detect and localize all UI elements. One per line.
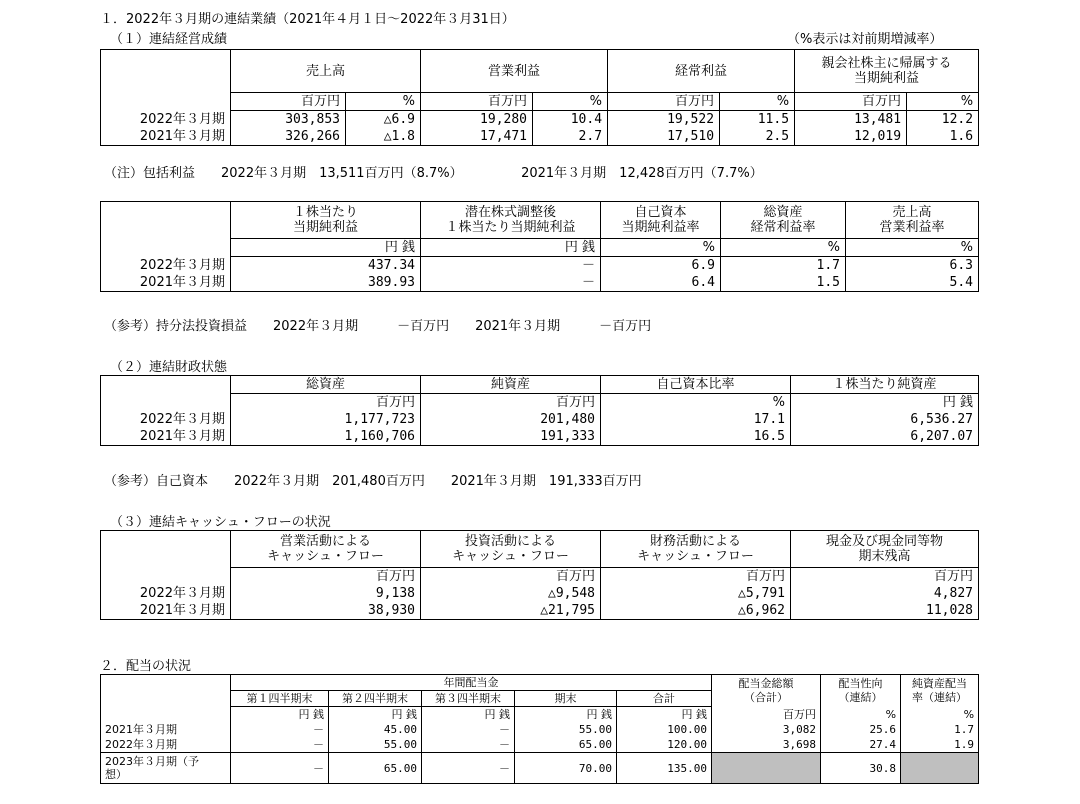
- unit: %: [601, 239, 721, 257]
- col-q1: 第１四半期末: [231, 691, 329, 707]
- table-row: 2021年３月期 326,266 △1.8 17,471 2.7 17,510 2.5 12,019 1.6: [101, 128, 979, 146]
- table-row: 2022年３月期 303,853 △6.9 19,280 10.4 19,522 11.5 13,481 12.2: [101, 111, 979, 129]
- forecast-label: 2023年３月期（予 想）: [101, 753, 231, 784]
- unit: 円 銭: [329, 707, 422, 723]
- percent-note: （%表示は対前期増減率）: [787, 32, 943, 47]
- unit: %: [821, 707, 901, 723]
- col-dividend-to-net-assets: 純資産配当 率（連結）: [901, 675, 979, 707]
- unit: 円 銭: [515, 707, 617, 723]
- unit: 円 銭: [791, 394, 979, 412]
- col-equity-ratio: 自己資本比率: [601, 376, 791, 394]
- unit: %: [346, 93, 421, 111]
- unit: %: [846, 239, 979, 257]
- unit: 円 銭: [231, 239, 421, 257]
- col-cash-balance: 現金及び現金同等物 期末残高: [791, 531, 979, 568]
- table-row: 2022年３月期 1,177,723 201,480 17.1 6,536.27: [101, 411, 979, 428]
- col-q3: 第３四半期末: [422, 691, 515, 707]
- cash-flow-table: [100, 530, 979, 620]
- unit: 百万円: [421, 93, 533, 111]
- col-total-assets: 総資産: [231, 376, 421, 394]
- unit: 百万円: [231, 394, 421, 412]
- col-q2: 第２四半期末: [329, 691, 422, 707]
- col-payout-ratio: 配当性向 （連結）: [821, 675, 901, 707]
- unit: %: [907, 93, 979, 111]
- col-sales: 売上高: [231, 50, 421, 93]
- col-net-income: 親会社株主に帰属する 当期純利益: [795, 50, 979, 93]
- forecast-total-dividend-shaded: [712, 753, 821, 784]
- financial-position-table: [100, 375, 979, 446]
- col-investing-cf: 投資活動による キャッシュ・フロー: [421, 531, 601, 568]
- unit: 百万円: [795, 93, 907, 111]
- table-row: 2021年３月期 － 45.00 － 55.00 100.00 3,082 25.6 1.7: [101, 722, 979, 737]
- unit: 円 銭: [231, 707, 329, 723]
- unit: 百万円: [231, 568, 421, 586]
- col-roe: 自己資本 当期純利益率: [601, 202, 721, 239]
- table-row: 2022年３月期 437.34 － 6.9 1.7 6.3: [101, 257, 979, 275]
- col-net-assets: 純資産: [421, 376, 601, 394]
- section-heading-dividends: ２．配当の状況: [100, 659, 192, 674]
- table-row: 2021年３月期 389.93 － 6.4 1.5 5.4: [101, 274, 979, 292]
- per-share-table: [100, 201, 979, 292]
- col-financing-cf: 財務活動による キャッシュ・フロー: [601, 531, 791, 568]
- unit: 百万円: [712, 707, 821, 723]
- col-operating-cf: 営業活動による キャッシュ・フロー: [231, 531, 421, 568]
- section-heading-cash-flow: （３）連結キャッシュ・フローの状況: [110, 515, 331, 530]
- equity-note: （参考）自己資本 2022年３月期 201,480百万円 2021年３月期 191,333百万円: [104, 474, 642, 489]
- table-row-forecast: 2023年３月期（予 想） － 65.00 － 70.00 135.00 30.8: [101, 753, 979, 784]
- forecast-ratio-shaded: [901, 753, 979, 784]
- dividends-table: [100, 674, 979, 784]
- col-eps: １株当たり 当期純利益: [231, 202, 421, 239]
- unit: %: [901, 707, 979, 723]
- unit: 百万円: [601, 568, 791, 586]
- col-operating-income: 営業利益: [421, 50, 608, 93]
- unit: 百万円: [231, 93, 346, 111]
- unit: 百万円: [608, 93, 720, 111]
- table-row: 2021年３月期 1,160,706 191,333 16.5 6,207.07: [101, 428, 979, 446]
- col-ordinary-income: 経常利益: [608, 50, 795, 93]
- col-bps: １株当たり純資産: [791, 376, 979, 394]
- unit: %: [721, 239, 846, 257]
- unit: %: [720, 93, 795, 111]
- unit: 円 銭: [422, 707, 515, 723]
- unit: 百万円: [791, 568, 979, 586]
- section-heading-results: （１）連結経営成績: [110, 32, 228, 47]
- unit: %: [533, 93, 608, 111]
- table-row: 2022年３月期 － 55.00 － 65.00 120.00 3,698 27.4 1.9: [101, 737, 979, 753]
- col-year-end: 期末: [515, 691, 617, 707]
- col-roa: 総資産 経常利益率: [721, 202, 846, 239]
- unit: 円 銭: [421, 239, 601, 257]
- table-row: 2021年３月期 38,930 △21,795 △6,962 11,028: [101, 602, 979, 620]
- annual-dividend-header: 年間配当金: [231, 675, 712, 691]
- col-total-dividend: 配当金総額 （合計）: [712, 675, 821, 707]
- col-diluted-eps: 潜在株式調整後 １株当たり当期純利益: [421, 202, 601, 239]
- unit: 円 銭: [617, 707, 712, 723]
- col-total: 合計: [617, 691, 712, 707]
- col-operating-margin: 売上高 営業利益率: [846, 202, 979, 239]
- report-title: １．2022年３月期の連結業績（2021年４月１日～2022年３月31日）: [100, 12, 515, 27]
- equity-method-note: （参考）持分法投資損益 2022年３月期 －百万円 2021年３月期 －百万円: [104, 319, 652, 334]
- results-table: [100, 49, 979, 146]
- unit: 百万円: [421, 394, 601, 412]
- comprehensive-income-note: （注）包括利益 2022年３月期 13,511百万円（8.7%） 2021年３月期 12,428百万円（7.7%）: [104, 166, 763, 181]
- table-row: 2022年３月期 9,138 △9,548 △5,791 4,827: [101, 585, 979, 602]
- unit: 百万円: [421, 568, 601, 586]
- unit: %: [601, 394, 791, 412]
- section-heading-financial-position: （２）連結財政状態: [110, 360, 228, 375]
